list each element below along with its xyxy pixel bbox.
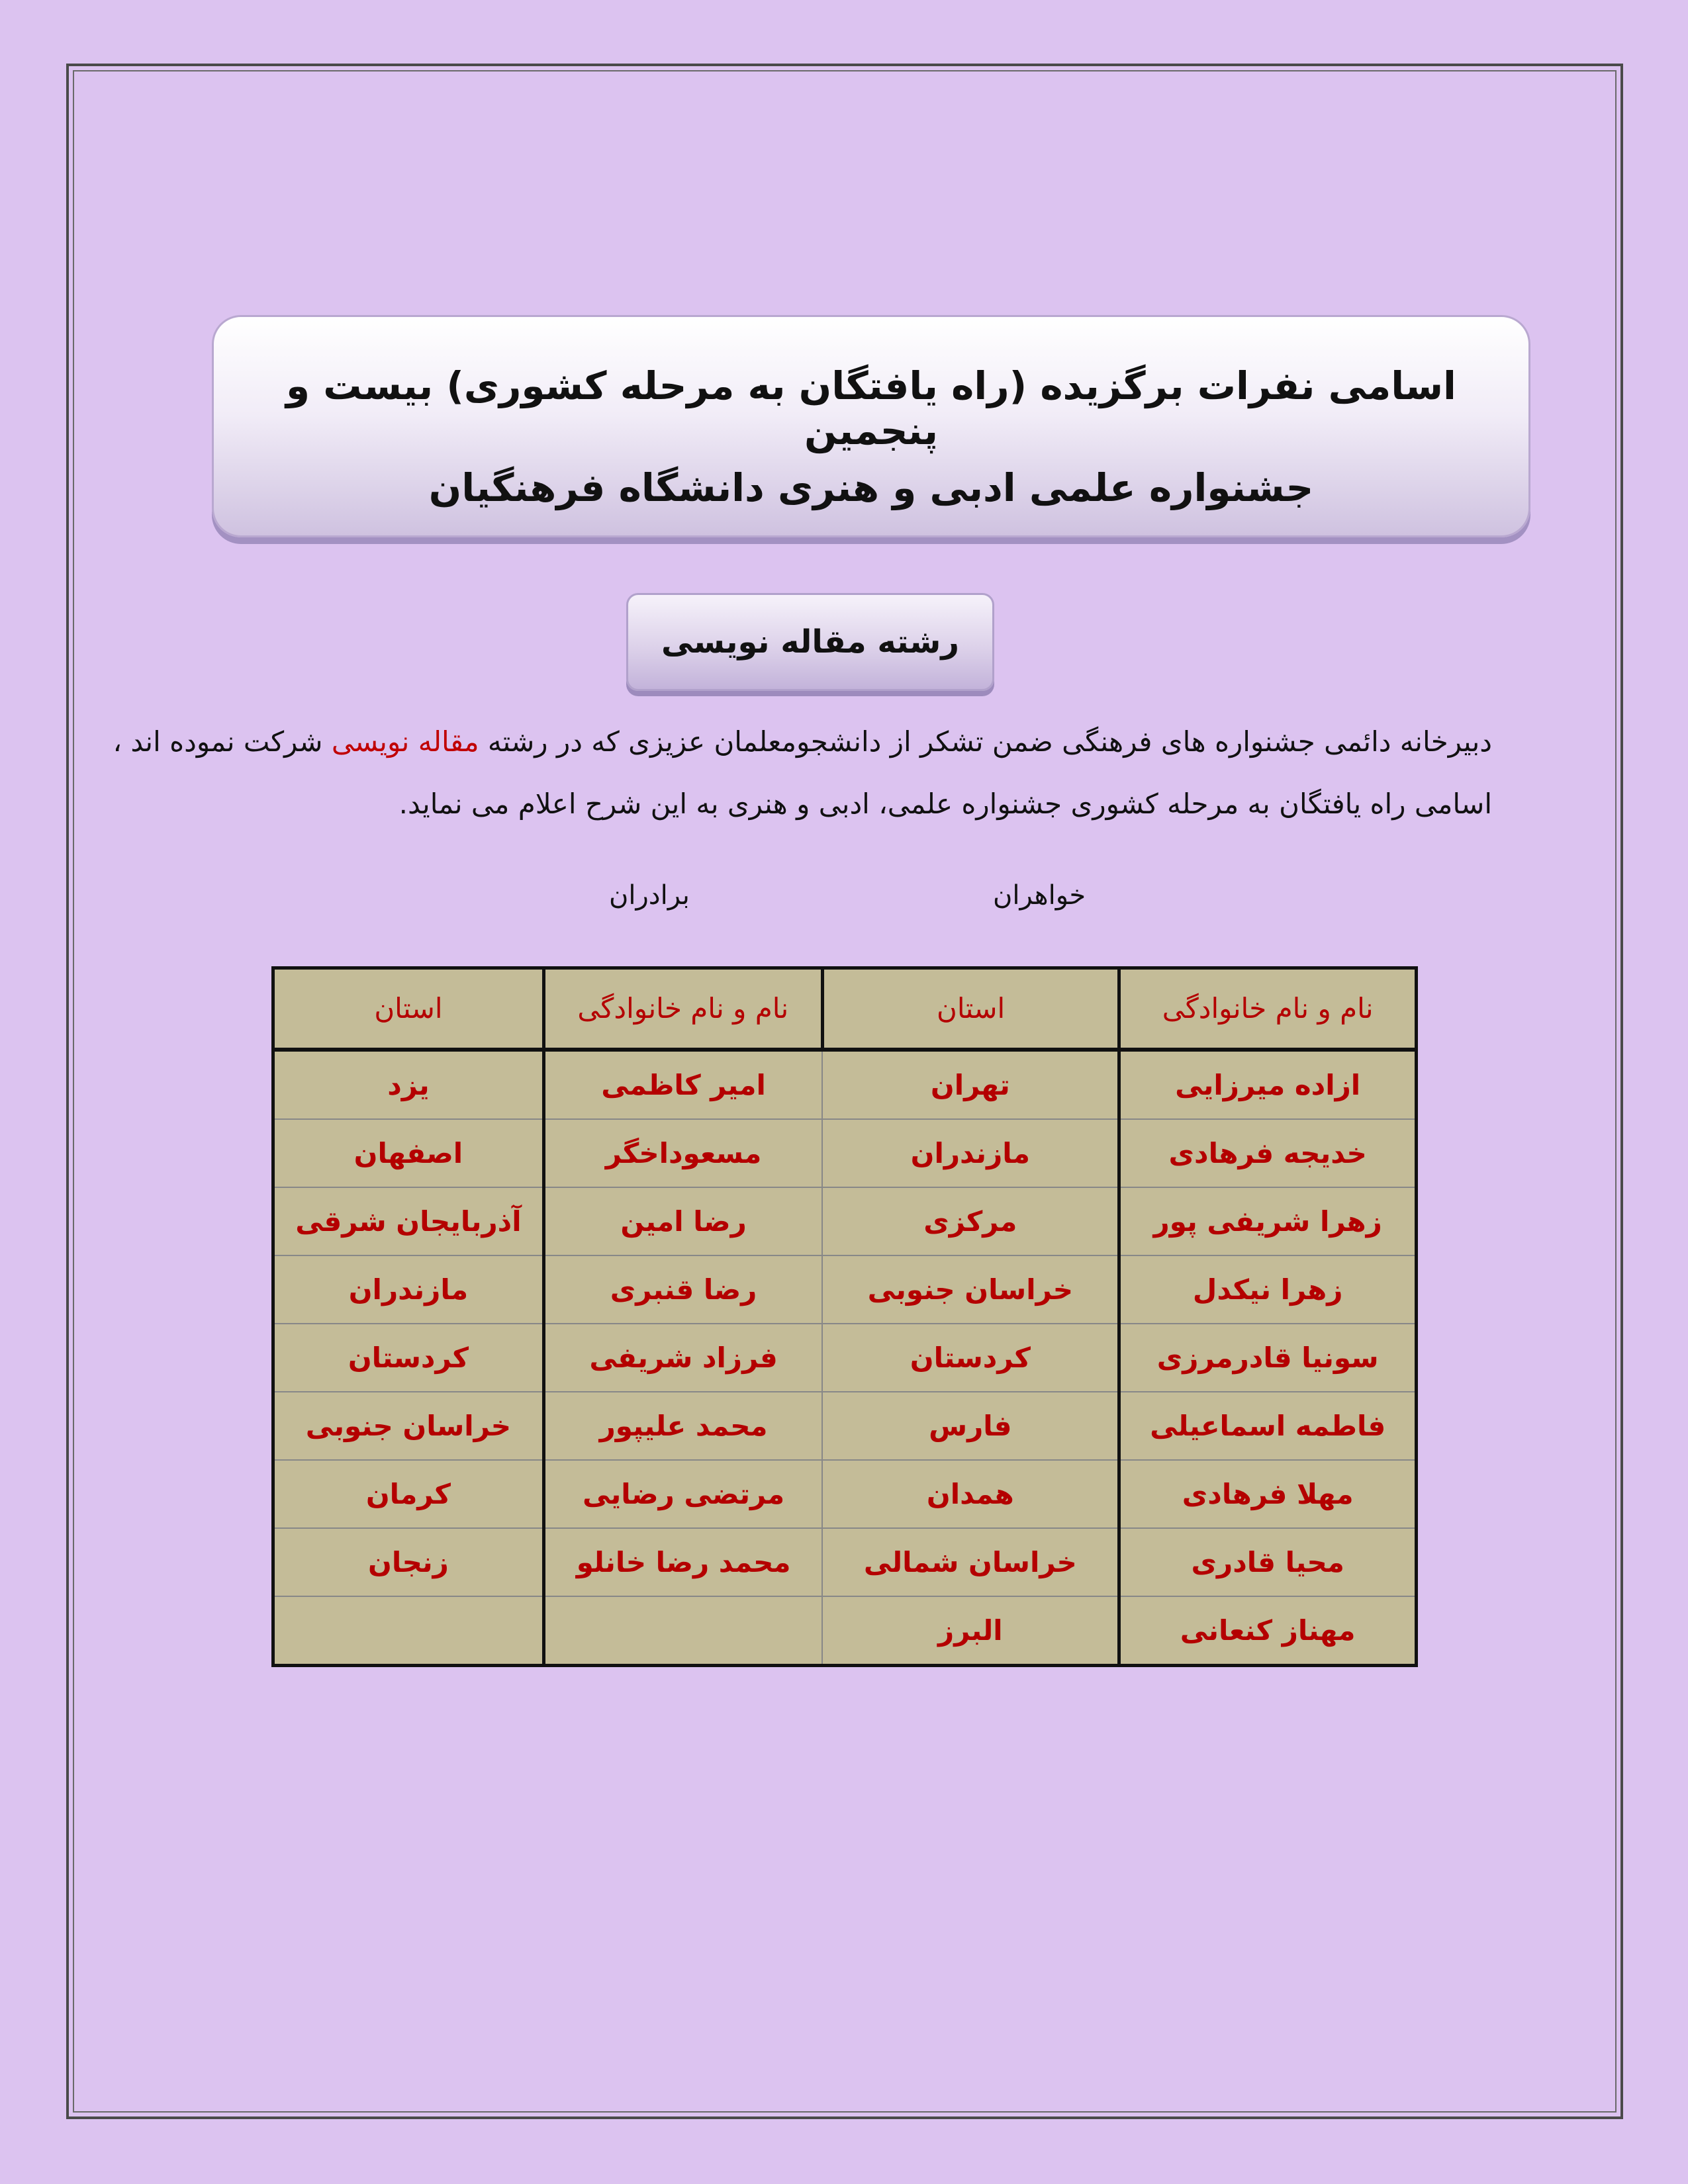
- sister-province: البرز: [822, 1596, 1119, 1666]
- table-row: [273, 1119, 1417, 1187]
- brother-name: رضا امین: [543, 1187, 822, 1255]
- brother-name: محمد علیپور: [543, 1392, 822, 1460]
- table-header-row: [273, 968, 1417, 1050]
- intro-text-a: دبیرخانه دائمی جشنواره های فرهنگی ضمن تشکر از دانشجومعلمان عزیزی که در رشته: [479, 725, 1492, 758]
- brother-province: کرمان: [273, 1460, 544, 1528]
- brother-name: مرتضی رضایی: [543, 1460, 822, 1528]
- sister-name: مهناز کنعانی: [1119, 1596, 1417, 1666]
- table-row: [273, 1596, 1417, 1666]
- brother-province: [273, 1596, 544, 1666]
- sister-name: محیا قادری: [1119, 1528, 1417, 1596]
- brother-province: آذربایجان شرقی: [273, 1187, 544, 1255]
- sister-name: زهرا نیکدل: [1119, 1255, 1417, 1324]
- intro-highlight: مقاله نویسی: [331, 725, 479, 758]
- sister-province: مازندران: [822, 1119, 1119, 1187]
- category-banner: رشته مقاله نویسی: [626, 593, 994, 691]
- winners-table: [271, 966, 1418, 1667]
- brother-name: فرزاد شریفی: [543, 1324, 822, 1392]
- brother-province: کردستان: [273, 1324, 544, 1392]
- table-row: [273, 1324, 1417, 1392]
- brother-province: مازندران: [273, 1255, 544, 1324]
- sister-province: خراسان شمالی: [822, 1528, 1119, 1596]
- brother-name: رضا قنبری: [543, 1255, 822, 1324]
- sister-name: ازاده میرزایی: [1119, 1050, 1417, 1119]
- title-banner: [212, 315, 1530, 537]
- intro-text-b: شرکت نموده اند ،: [113, 725, 332, 758]
- sister-name: زهرا شریفی پور: [1119, 1187, 1417, 1255]
- table-row: [273, 1528, 1417, 1596]
- sister-province: خراسان جنوبی: [822, 1255, 1119, 1324]
- group-label-brothers: برادران: [609, 880, 690, 911]
- table-row: [273, 1187, 1417, 1255]
- brother-province: زنجان: [273, 1528, 544, 1596]
- sister-province: کردستان: [822, 1324, 1119, 1392]
- brother-province: اصفهان: [273, 1119, 544, 1187]
- sister-province: همدان: [822, 1460, 1119, 1528]
- header-sister-province: استان: [822, 968, 1119, 1050]
- group-label-sisters: خواهران: [993, 880, 1086, 911]
- brother-name: محمد رضا خانلو: [543, 1528, 822, 1596]
- brother-province: خراسان جنوبی: [273, 1392, 544, 1460]
- sister-name: فاطمه اسماعیلی: [1119, 1392, 1417, 1460]
- sister-province: مرکزی: [822, 1187, 1119, 1255]
- sister-province: فارس: [822, 1392, 1119, 1460]
- header-sister-name: نام و نام خانوادگی: [1119, 968, 1417, 1050]
- header-brother-name: نام و نام خانوادگی: [543, 968, 822, 1050]
- table-row: [273, 1255, 1417, 1324]
- brother-province: یزد: [273, 1050, 544, 1119]
- brother-name: امیر کاظمی: [543, 1050, 822, 1119]
- sister-name: خدیجه فرهادی: [1119, 1119, 1417, 1187]
- table-row: [273, 1392, 1417, 1460]
- table-row: [273, 1460, 1417, 1528]
- sister-name: سونیا قادرمرزی: [1119, 1324, 1417, 1392]
- brother-name: [543, 1596, 822, 1666]
- sister-province: تهران: [822, 1050, 1119, 1119]
- sister-name: مهلا فرهادی: [1119, 1460, 1417, 1528]
- title-line-2: جشنواره علمی ادبی و هنری دانشگاه فرهنگیان: [428, 465, 1314, 510]
- intro-line-1: [113, 725, 1492, 758]
- title-line-1: اسامی نفرات برگزیده (راه یافتگان به مرحله کشوری) بیست و پنجمین: [286, 363, 1456, 453]
- header-brother-province: استان: [273, 968, 544, 1050]
- intro-line-2: اسامی راه یافتگان به مرحله کشوری جشنواره علمی، ادبی و هنری به این شرح اعلام می نماید.: [399, 788, 1492, 820]
- brother-name: مسعوداخگر: [543, 1119, 822, 1187]
- table-row: [273, 1050, 1417, 1119]
